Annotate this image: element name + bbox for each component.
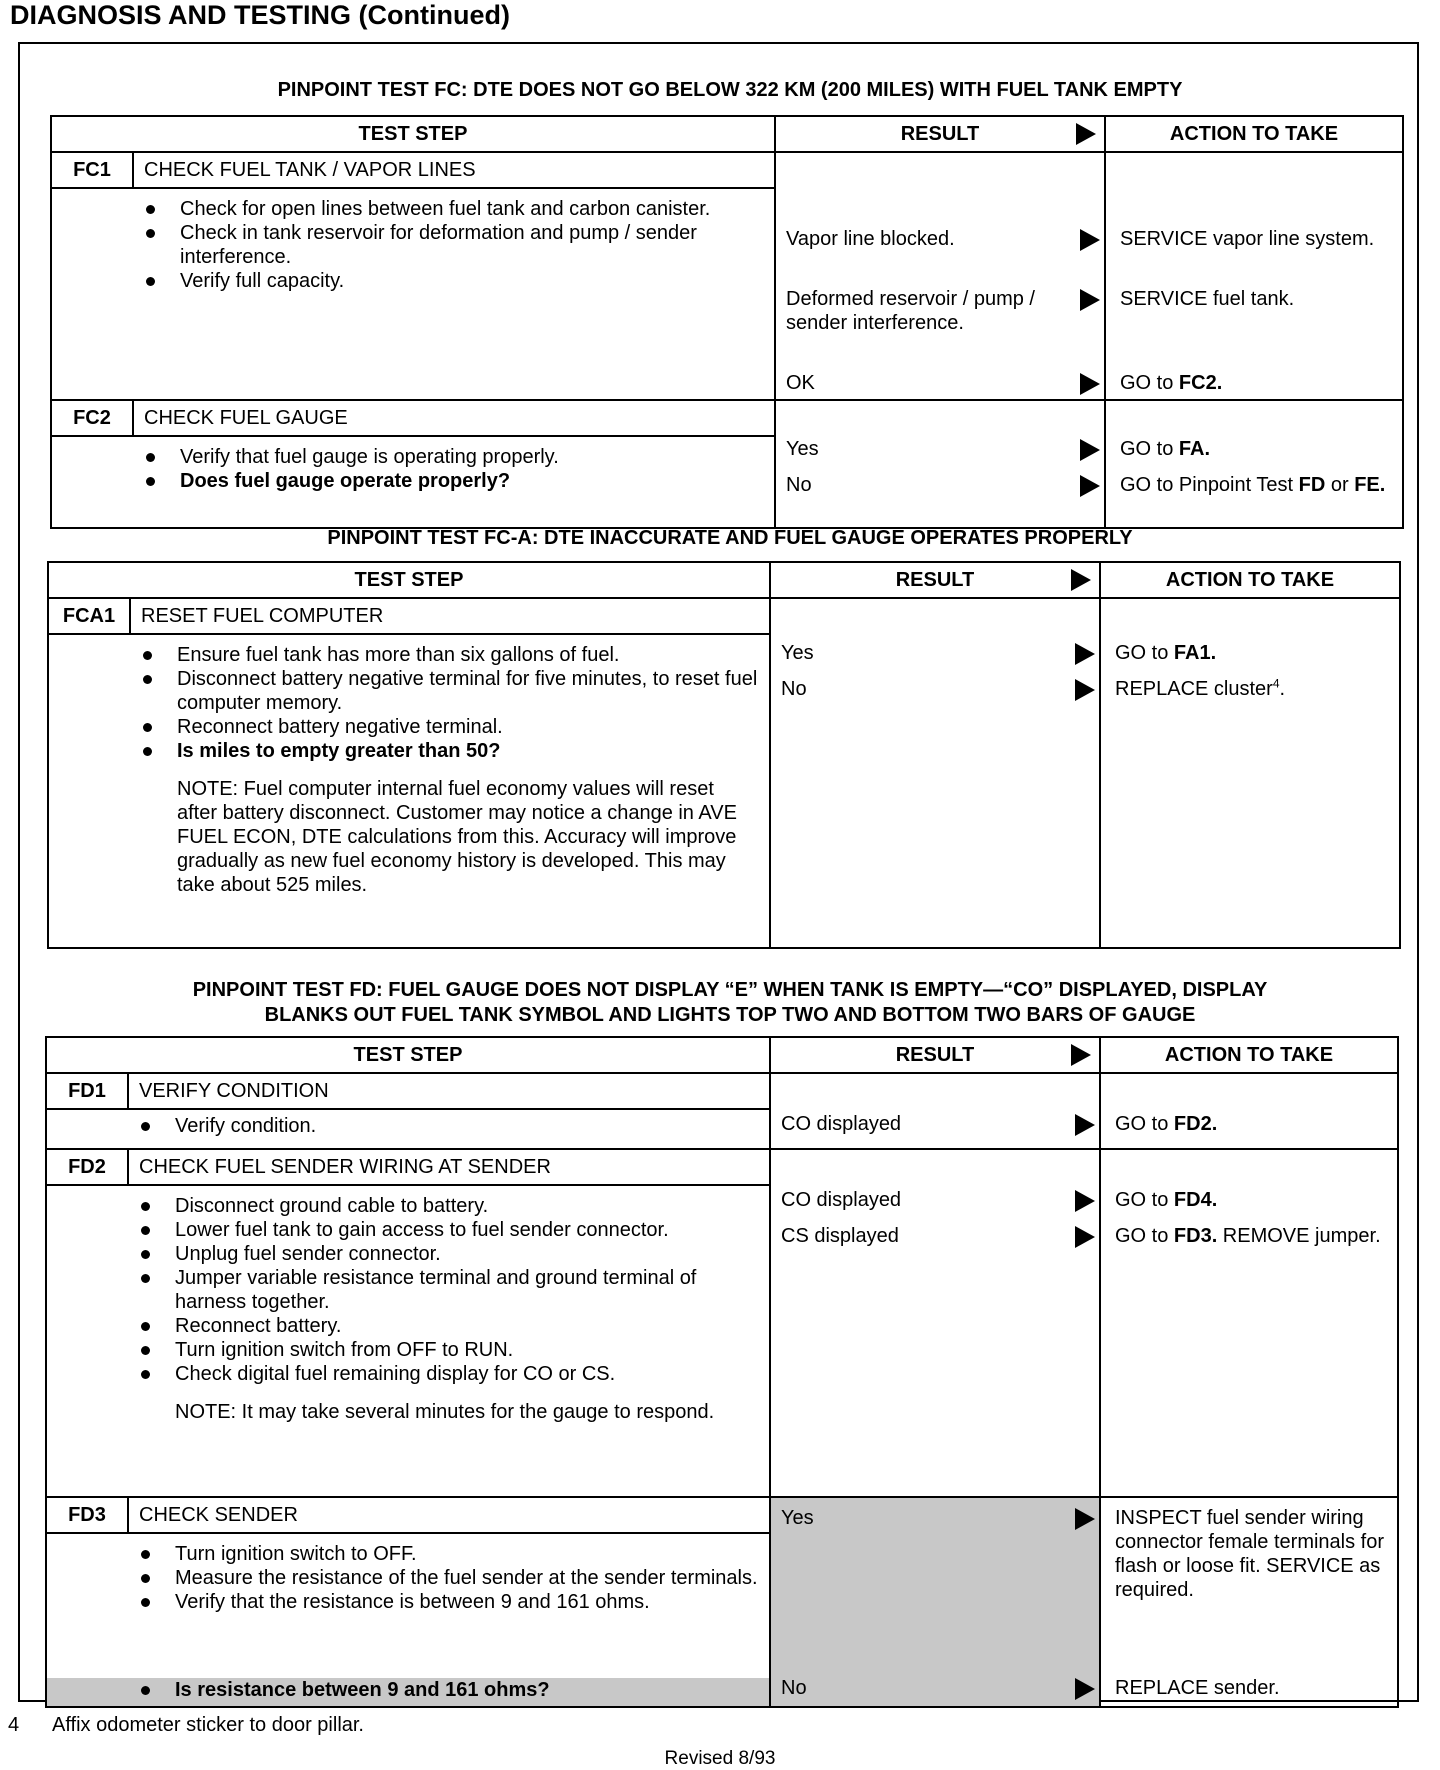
result-item: CS displayed <box>771 1224 1099 1248</box>
table-header-row <box>48 562 1400 598</box>
step-row-fc1 <box>51 152 1403 400</box>
list-item: Disconnect ground cable to battery. <box>137 1194 759 1218</box>
column-header-test-step: TEST STEP <box>51 116 775 152</box>
step-title: CHECK FUEL GAUGE <box>144 407 348 429</box>
column-header-result: RESULT <box>770 562 1100 598</box>
action-item: GO to FA. <box>1120 438 1211 460</box>
test-fc-title: PINPOINT TEST FC: DTE DOES NOT GO BELOW 322 KM (200 MILES) WITH FUEL TANK EMPTY <box>277 79 1183 101</box>
step-title: CHECK SENDER <box>139 1504 298 1526</box>
result-item: CO displayed <box>771 1188 1099 1224</box>
list-item: Check in tank reservoir for deformation and pump / sender interference. <box>142 221 764 269</box>
arrow-right-icon <box>1076 123 1096 145</box>
list-item: Unplug fuel sender connector. <box>137 1242 759 1266</box>
arrow-right-icon <box>1075 1114 1095 1136</box>
list-item: Check digital fuel remaining display for CO or CS. <box>137 1362 759 1386</box>
note-text: NOTE: Fuel computer internal fuel economy values will reset after battery disconnect. Customer may notice a change in AVE FUEL ECON, DTE calculations from this. Accuracy will improve gradually as new fuel economy history is developed. This may take about 525 miles. <box>177 778 737 896</box>
column-header-result: RESULT <box>770 1037 1100 1073</box>
test-fd-title: PINPOINT TEST FD: FUEL GAUGE DOES NOT DISPLAY “E” WHEN TANK IS EMPTY—“CO” DISPLAYED, DISPLAY BLANKS OUT FUEL TANK SYMBOL AND LIGHTS TOP TWO AND BOTTOM TWO BARS OF GAUGE <box>192 979 1268 1026</box>
action-item: GO to Pinpoint Test FD or FE. <box>1120 474 1386 496</box>
arrow-right-icon <box>1080 439 1100 461</box>
list-item-question: Is miles to empty greater than 50? <box>139 739 759 763</box>
action-item: REPLACE sender. <box>1115 1677 1280 1699</box>
list-item: Ensure fuel tank has more than six gallons of fuel. <box>139 643 759 667</box>
step-id: FCA1 <box>49 599 131 633</box>
action-item: GO to FD4. <box>1115 1189 1218 1211</box>
arrow-right-icon <box>1080 289 1100 311</box>
result-item: Deformed reservoir / pump / sender interference. <box>776 287 1104 371</box>
action-item: GO to FD3. REMOVE jumper. <box>1115 1225 1381 1247</box>
result-item: Vapor line blocked. <box>776 227 1104 287</box>
list-item: Turn ignition switch to OFF. <box>137 1542 759 1566</box>
arrow-right-icon <box>1075 1226 1095 1248</box>
table-header-row <box>46 1037 1398 1073</box>
list-item: Check for open lines between fuel tank and carbon canister. <box>142 197 764 221</box>
result-item: No <box>771 1676 1099 1700</box>
arrow-right-icon <box>1080 373 1100 395</box>
list-item: Jumper variable resistance terminal and ground terminal of harness together. <box>137 1266 759 1314</box>
arrow-right-icon <box>1075 1190 1095 1212</box>
step-row-fc2 <box>51 400 1403 528</box>
step-title: RESET FUEL COMPUTER <box>141 605 384 627</box>
action-item: GO to FC2. <box>1120 372 1223 394</box>
list-item-question: Is resistance between 9 and 161 ohms? <box>137 1678 769 1702</box>
list-item: Verify condition. <box>137 1114 759 1138</box>
step-id: FD1 <box>47 1074 129 1108</box>
test-fd-table <box>45 1036 1399 1708</box>
result-item: No <box>776 473 1104 513</box>
list-item: Verify that the resistance is between 9 and 161 ohms. <box>137 1590 759 1614</box>
test-fca-table <box>47 561 1401 949</box>
action-item: GO to FA1. <box>1115 642 1217 664</box>
footnote <box>8 1714 364 1737</box>
arrow-right-icon <box>1075 679 1095 701</box>
step-row-fd1 <box>46 1073 1398 1149</box>
footnote-number: 4 <box>8 1714 20 1736</box>
step-id: FD2 <box>47 1150 129 1184</box>
result-item: Yes <box>771 1506 1099 1530</box>
page-title: DIAGNOSIS AND TESTING (Continued) <box>10 0 510 30</box>
test-fca-title: PINPOINT TEST FC-A: DTE INACCURATE AND FUEL GAUGE OPERATES PROPERLY <box>327 527 1133 549</box>
step-title: CHECK FUEL TANK / VAPOR LINES <box>144 159 476 181</box>
test-fc-table <box>50 115 1404 529</box>
step-title: CHECK FUEL SENDER WIRING AT SENDER <box>139 1156 551 1178</box>
list-item: Verify full capacity. <box>142 269 764 293</box>
list-item: Turn ignition switch from OFF to RUN. <box>137 1338 759 1362</box>
arrow-right-icon <box>1071 1044 1091 1066</box>
action-item: SERVICE vapor line system. <box>1120 228 1375 250</box>
arrow-right-icon <box>1071 569 1091 591</box>
action-item: GO to FD2. <box>1115 1113 1218 1135</box>
column-header-test-step: TEST STEP <box>48 562 770 598</box>
revision-note: Revised 8/93 <box>664 1748 776 1769</box>
table-header-row <box>51 116 1403 152</box>
note-text: NOTE: It may take several minutes for the gauge to respond. <box>175 1401 715 1423</box>
result-item: No <box>771 677 1099 707</box>
list-item-question: Does fuel gauge operate properly? <box>142 469 764 493</box>
action-item: REPLACE cluster$^4$. <box>1115 676 1286 700</box>
list-item: Verify that fuel gauge is operating properly. <box>142 445 764 469</box>
result-item: Yes <box>776 437 1104 473</box>
arrow-right-icon <box>1075 1508 1095 1530</box>
list-item: Reconnect battery. <box>137 1314 759 1338</box>
column-header-action: ACTION TO TAKE <box>1100 562 1400 598</box>
step-row-fca1 <box>48 598 1400 948</box>
column-header-test-step: TEST STEP <box>46 1037 770 1073</box>
arrow-right-icon <box>1080 475 1100 497</box>
list-item: Disconnect battery negative terminal for five minutes, to reset fuel computer memory. <box>139 667 759 715</box>
column-header-result: RESULT <box>775 116 1105 152</box>
step-row-fd2 <box>46 1149 1398 1497</box>
step-row-fd3 <box>46 1497 1398 1707</box>
action-item: INSPECT fuel sender wiring connector female terminals for flash or loose fit. SERVICE as required. <box>1115 1507 1385 1601</box>
list-item: Reconnect battery negative terminal. <box>139 715 759 739</box>
step-id: FD3 <box>47 1498 129 1532</box>
arrow-right-icon <box>1075 643 1095 665</box>
column-header-action: ACTION TO TAKE <box>1100 1037 1398 1073</box>
step-id: FC1 <box>52 153 134 187</box>
arrow-right-icon <box>1075 1678 1095 1700</box>
result-item: CO displayed <box>771 1112 1099 1136</box>
result-item: OK <box>776 371 1104 399</box>
action-item: SERVICE fuel tank. <box>1120 288 1295 310</box>
list-item: Measure the resistance of the fuel sender at the sender terminals. <box>137 1566 759 1590</box>
step-id: FC2 <box>52 401 134 435</box>
footnote-text: Affix odometer sticker to door pillar. <box>52 1714 364 1736</box>
list-item: Lower fuel tank to gain access to fuel sender connector. <box>137 1218 759 1242</box>
arrow-right-icon <box>1080 229 1100 251</box>
column-header-action: ACTION TO TAKE <box>1105 116 1403 152</box>
step-title: VERIFY CONDITION <box>139 1080 329 1102</box>
result-item: Yes <box>771 641 1099 677</box>
